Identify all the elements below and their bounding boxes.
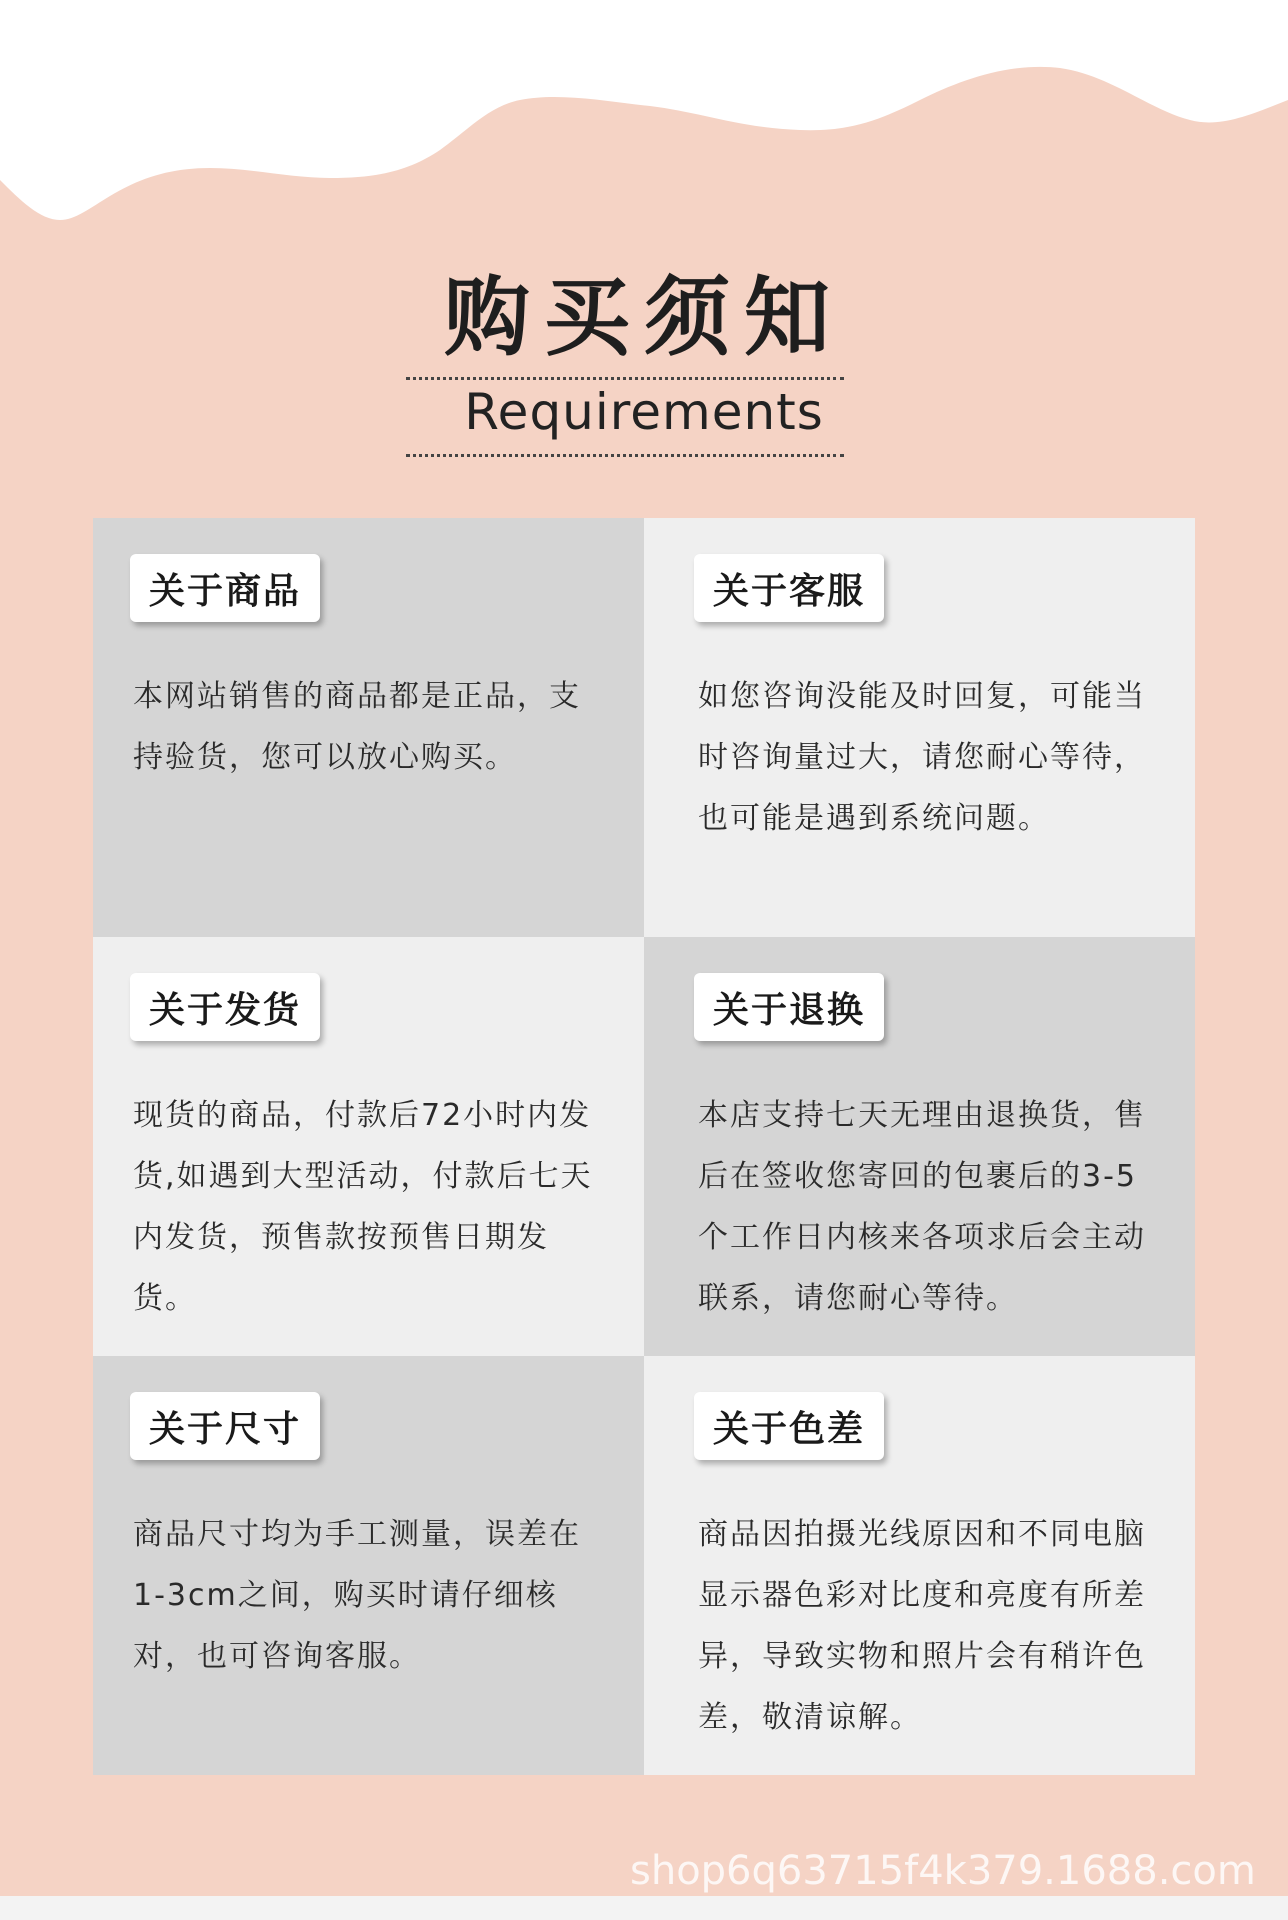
section-title: 关于客服 (694, 554, 884, 622)
section-text: 本网站销售的商品都是正品，支持验货，您可以放心购买。 (133, 679, 581, 775)
section-title: 关于商品 (130, 554, 320, 622)
watermark: shop6q63715f4k379.1688.com (630, 1848, 1256, 1894)
section-goods (93, 518, 644, 937)
section-title: 关于尺寸 (130, 1392, 320, 1460)
section-text: 商品尺寸均为手工测量，误差在1-3cm之间，购买时请仔细核对，也可咨询客服。 (133, 1517, 581, 1674)
page-subtitle: Requirements (464, 383, 824, 441)
section-title: 关于色差 (694, 1392, 884, 1460)
page-title: 购买须知 (444, 268, 844, 368)
dotted-divider-bottom (406, 454, 844, 457)
section-service (644, 518, 1195, 937)
bottom-strip (0, 1896, 1288, 1920)
section-size (93, 1356, 644, 1775)
section-text: 商品因拍摄光线原因和不同电脑显示器色彩对比度和亮度有所差异，导致实物和照片会有稍许色差，敬清谅解。 (698, 1517, 1146, 1735)
section-title: 关于发货 (130, 973, 320, 1041)
section-text: 如您咨询没能及时回复，可能当时咨询量过大，请您耐心等待，也可能是遇到系统问题。 (698, 679, 1146, 836)
dotted-divider-top (406, 377, 844, 380)
section-text: 本店支持七天无理由退换货，售后在签收您寄回的包裹后的3-5个工作日内核来各项求后会主动联系，请您耐心等待。 (698, 1098, 1146, 1316)
requirements-grid (93, 518, 1195, 1775)
section-text: 现货的商品，付款后72小时内发货,如遇到大型活动，付款后七天内发货，预售款按预售日期发货。 (133, 1098, 593, 1316)
section-returns (644, 937, 1195, 1356)
section-title: 关于退换 (694, 973, 884, 1041)
section-color (644, 1356, 1195, 1775)
section-shipping (93, 937, 644, 1356)
top-wave-decoration (0, 0, 1288, 240)
